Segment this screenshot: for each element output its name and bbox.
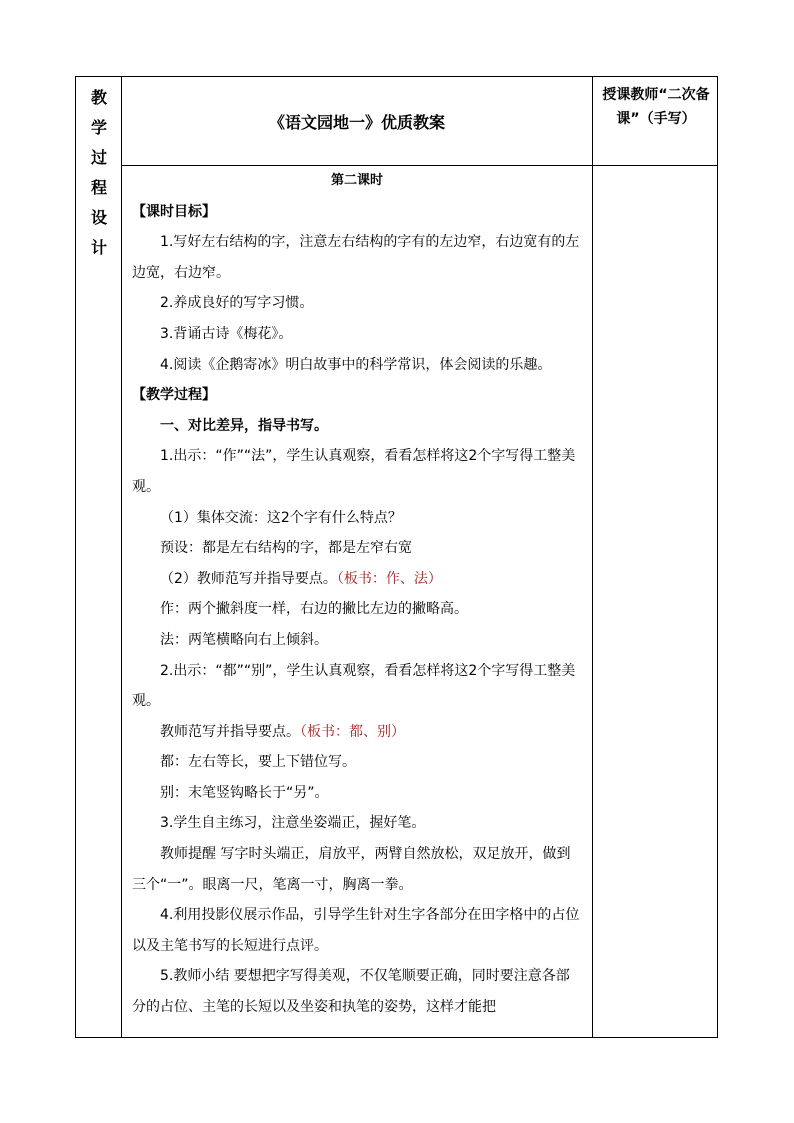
- side-char: 程: [90, 178, 107, 197]
- paragraph: （1）集体交流：这2个字有什么特点？: [160, 509, 402, 526]
- process-heading: 【教学过程】: [132, 387, 216, 404]
- objectives-heading: 【课时目标】: [132, 203, 216, 220]
- paragraph: 法：两笔横略向右上倾斜。: [160, 631, 328, 648]
- paragraph: [132, 564, 582, 595]
- board-note: （板书：都、别）: [300, 723, 405, 740]
- side-char: 过: [90, 148, 107, 167]
- paragraph: 1.出示：“作”“法”，学生认真观察，看看怎样将这2个字写得工整美观。: [132, 448, 576, 495]
- paragraph: 5.教师小结 要想把字写得美观，不仅笔顺要正确，同时要注意各部分的占位、主笔的长短以及坐姿和执笔的姿势，这样才能把: [132, 968, 570, 1016]
- paragraph: 别：末笔竖钩略长于“另”。: [160, 784, 329, 801]
- page-title: 《语文园地一》优质教案: [268, 113, 445, 132]
- paragraph-text: 教师范写并指导要点。: [160, 723, 300, 740]
- board-note: （板书：作、法）: [336, 570, 442, 587]
- column-divider: [592, 77, 593, 1037]
- paragraph: 教师提醒 写字时头端正，肩放平，两臂自然放松，双足放开，做到三个“一”。眼离一尺，笔离一寸，胸离一拳。: [132, 846, 571, 893]
- side-label: [86, 83, 112, 263]
- paragraph: 都：左右等长，要上下错位写。: [160, 754, 356, 771]
- objective-item: 1.写好左右结构的字，注意左右结构的字有的左边窄，右边宽有的左边宽，右边窄。: [132, 234, 580, 281]
- side-char: 学: [90, 118, 107, 137]
- objective-item: 4.阅读《企鹅寄冰》明白故事中的科学常识，体会阅读的乐趣。: [160, 356, 552, 373]
- paragraph: 作：两个撇斜度一样，右边的撇比左边的撇略高。: [160, 601, 468, 618]
- teacher-notes-header: 授课教师“二次备课”（手写）: [602, 87, 710, 127]
- paragraph: 3.学生自主练习，注意坐姿端正，握好笔。: [160, 815, 426, 832]
- objective-item: 3.背诵古诗《梅花》。: [160, 325, 293, 342]
- side-char: 计: [90, 238, 107, 257]
- paragraph: 4.利用投影仪展示作品，引导学生针对生字各部分在田字格中的占位以及主笔书写的长短进行点评。: [132, 907, 580, 954]
- section-heading: 一、对比差异，指导书写。: [160, 417, 328, 434]
- objective-item: 2.养成良好的写字习惯。: [160, 295, 314, 312]
- lesson-plan-table: [75, 76, 718, 1038]
- lesson-content: [122, 166, 592, 1023]
- paragraph: [132, 717, 582, 748]
- side-char: 教: [90, 88, 107, 107]
- lesson-number: 第二课时: [330, 173, 383, 188]
- paragraph-text: （2）教师范写并指导要点。: [160, 570, 337, 587]
- paragraph: 2.出示：“都”“别”，学生认真观察，看看怎样将这2个字写得工整美观。: [132, 662, 576, 710]
- side-char: 设: [90, 208, 107, 227]
- paragraph: 预设：都是左右结构的字，都是左窄右宽: [160, 540, 412, 557]
